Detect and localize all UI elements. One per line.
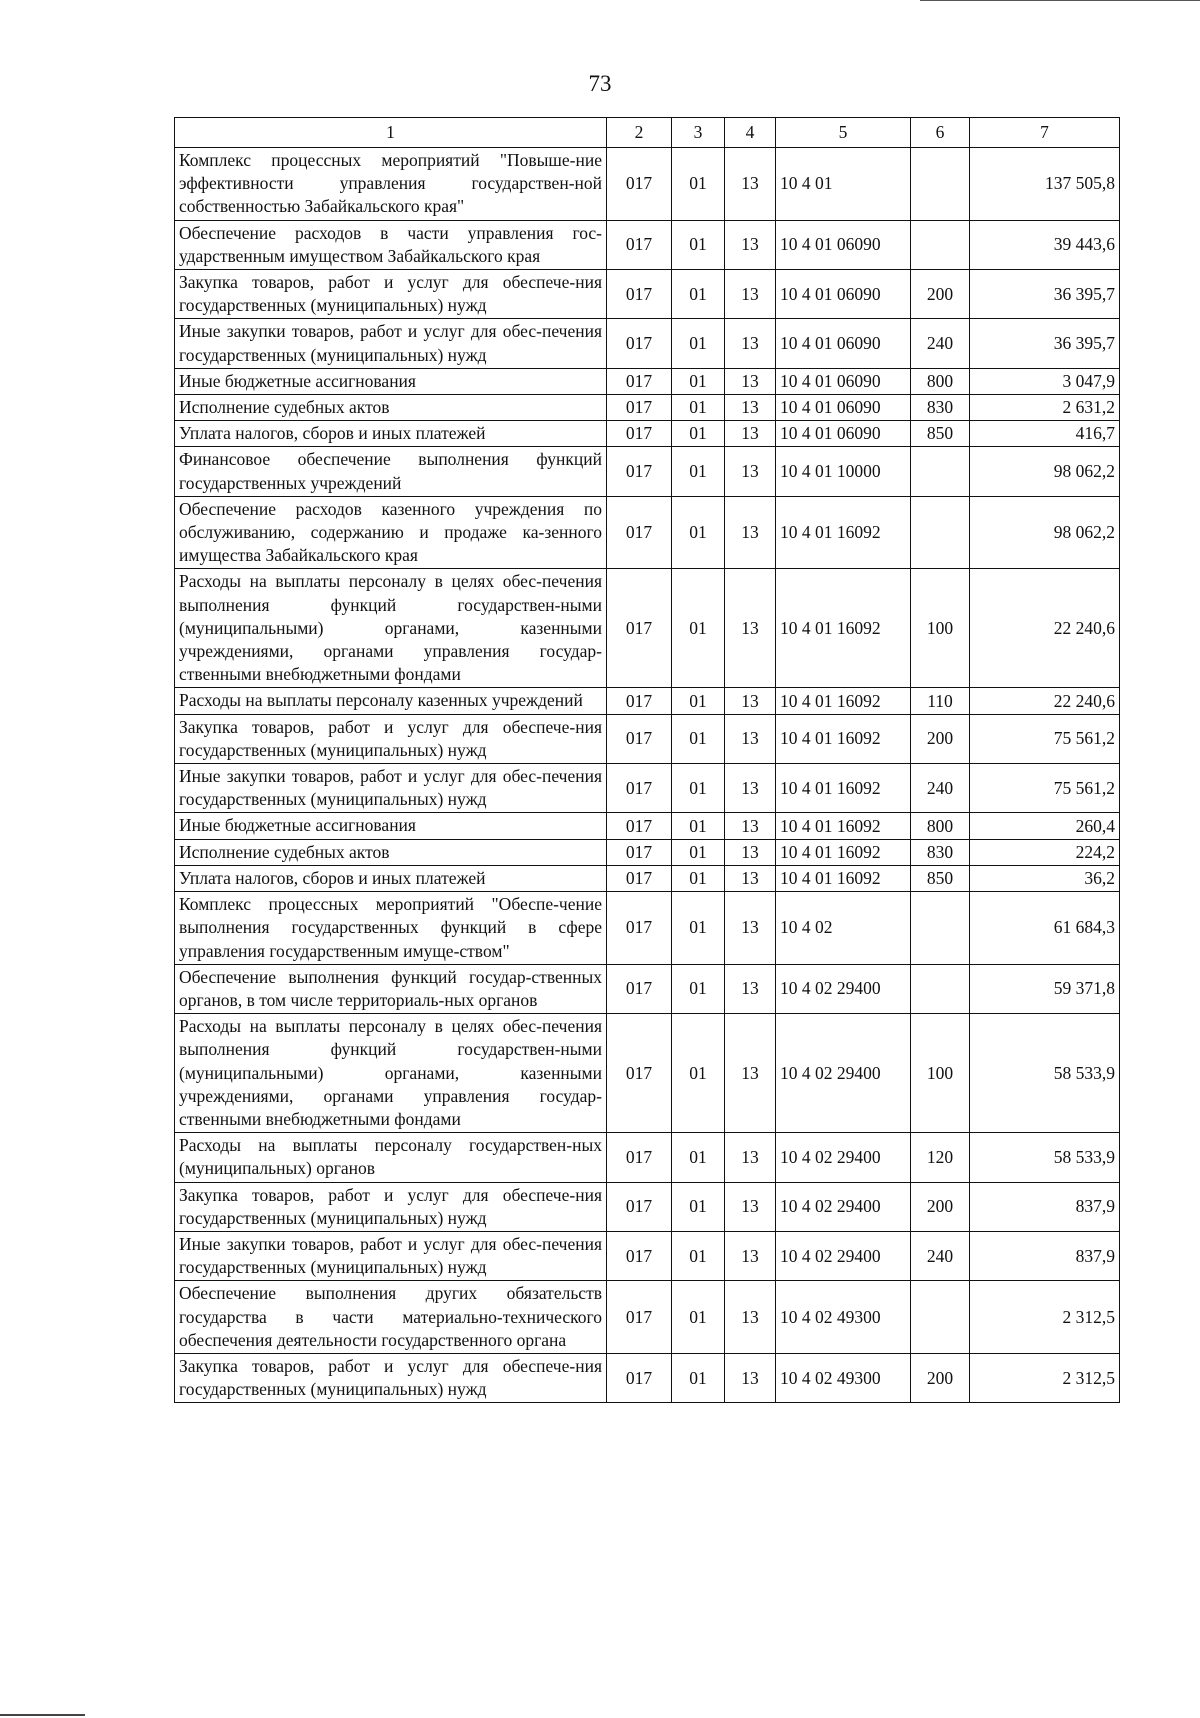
row-grbs-cell: 017 [607, 892, 672, 965]
row-target-article-cell: 10 4 01 16092 [776, 714, 911, 763]
row-name-cell: Комплекс процессных мероприятий "Обеспе-чение выполнения государственных функций в сфере управления государственным имуще-ством" [175, 892, 607, 965]
row-amount-cell: 3 047,9 [970, 368, 1120, 394]
row-grbs-cell: 017 [607, 1281, 672, 1354]
table-header [175, 118, 1120, 148]
row-expense-type-cell [911, 148, 970, 221]
table-row [175, 714, 1120, 763]
table-row [175, 865, 1120, 891]
row-amount-cell: 75 561,2 [970, 764, 1120, 813]
row-expense-type-cell: 200 [911, 714, 970, 763]
table-row [175, 496, 1120, 569]
row-expense-type-cell: 100 [911, 1014, 970, 1133]
table-row [175, 220, 1120, 269]
header-col-2: 2 [607, 118, 672, 148]
row-amount-cell: 22 240,6 [970, 569, 1120, 688]
row-target-article-cell: 10 4 01 06090 [776, 421, 911, 447]
row-target-article-cell: 10 4 02 49300 [776, 1353, 911, 1402]
row-target-article-cell: 10 4 01 16092 [776, 764, 911, 813]
table-row [175, 270, 1120, 319]
row-name-cell: Иные бюджетные ассигнования [175, 813, 607, 839]
row-expense-type-cell: 110 [911, 688, 970, 714]
row-subsection-cell: 13 [725, 421, 776, 447]
row-name-cell: Обеспечение выполнения функций государ-ственных органов, в том числе территориаль-ных органов [175, 964, 607, 1013]
row-section-cell: 01 [672, 270, 725, 319]
row-name-cell: Исполнение судебных актов [175, 395, 607, 421]
row-subsection-cell: 13 [725, 764, 776, 813]
row-subsection-cell: 13 [725, 964, 776, 1013]
table-row [175, 395, 1120, 421]
row-subsection-cell: 13 [725, 270, 776, 319]
row-target-article-cell: 10 4 01 06090 [776, 220, 911, 269]
row-expense-type-cell: 850 [911, 865, 970, 891]
row-amount-cell: 22 240,6 [970, 688, 1120, 714]
row-section-cell: 01 [672, 421, 725, 447]
row-target-article-cell: 10 4 02 29400 [776, 1231, 911, 1280]
row-name-cell: Закупка товаров, работ и услуг для обеспече-ния государственных (муниципальных) нужд [175, 714, 607, 763]
row-grbs-cell: 017 [607, 447, 672, 496]
row-grbs-cell: 017 [607, 496, 672, 569]
table-body [175, 148, 1120, 1403]
table-row [175, 813, 1120, 839]
row-expense-type-cell [911, 220, 970, 269]
row-subsection-cell: 13 [725, 447, 776, 496]
row-section-cell: 01 [672, 813, 725, 839]
table-row [175, 1014, 1120, 1133]
row-subsection-cell: 13 [725, 714, 776, 763]
row-section-cell: 01 [672, 368, 725, 394]
row-name-cell: Иные бюджетные ассигнования [175, 368, 607, 394]
row-amount-cell: 58 533,9 [970, 1014, 1120, 1133]
row-subsection-cell: 13 [725, 865, 776, 891]
row-name-cell: Закупка товаров, работ и услуг для обеспече-ния государственных (муниципальных) нужд [175, 270, 607, 319]
row-name-cell: Уплата налогов, сборов и иных платежей [175, 865, 607, 891]
row-subsection-cell: 13 [725, 1133, 776, 1182]
row-expense-type-cell: 200 [911, 270, 970, 319]
row-section-cell: 01 [672, 764, 725, 813]
row-target-article-cell: 10 4 01 16092 [776, 688, 911, 714]
row-amount-cell: 98 062,2 [970, 496, 1120, 569]
header-col-6: 6 [911, 118, 970, 148]
row-target-article-cell: 10 4 01 06090 [776, 319, 911, 368]
row-expense-type-cell: 830 [911, 839, 970, 865]
row-amount-cell: 416,7 [970, 421, 1120, 447]
row-subsection-cell: 13 [725, 395, 776, 421]
row-grbs-cell: 017 [607, 368, 672, 394]
row-subsection-cell: 13 [725, 1353, 776, 1402]
page-number: 73 [588, 71, 612, 96]
row-section-cell: 01 [672, 964, 725, 1013]
row-section-cell: 01 [672, 1231, 725, 1280]
row-section-cell: 01 [672, 447, 725, 496]
table-row [175, 764, 1120, 813]
row-subsection-cell: 13 [725, 319, 776, 368]
row-name-cell: Расходы на выплаты персоналу в целях обес-печения выполнения функций государствен-ными (муниципальными) органами, казенными учреждениями, органами управления государ-ственными внебюджетными фондами [175, 1014, 607, 1133]
row-amount-cell: 58 533,9 [970, 1133, 1120, 1182]
row-expense-type-cell: 830 [911, 395, 970, 421]
row-grbs-cell: 017 [607, 220, 672, 269]
row-target-article-cell: 10 4 02 29400 [776, 1133, 911, 1182]
row-name-cell: Обеспечение выполнения других обязательств государства в части материально-технического обеспечения деятельности государственного органа [175, 1281, 607, 1354]
row-grbs-cell: 017 [607, 148, 672, 221]
row-grbs-cell: 017 [607, 319, 672, 368]
row-section-cell: 01 [672, 688, 725, 714]
row-section-cell: 01 [672, 714, 725, 763]
top-edge-rule [920, 0, 1200, 1]
row-section-cell: 01 [672, 220, 725, 269]
row-subsection-cell: 13 [725, 148, 776, 221]
row-subsection-cell: 13 [725, 839, 776, 865]
row-target-article-cell: 10 4 01 16092 [776, 813, 911, 839]
row-subsection-cell: 13 [725, 1281, 776, 1354]
row-section-cell: 01 [672, 892, 725, 965]
row-amount-cell: 59 371,8 [970, 964, 1120, 1013]
row-grbs-cell: 017 [607, 1133, 672, 1182]
row-target-article-cell: 10 4 01 16092 [776, 496, 911, 569]
row-grbs-cell: 017 [607, 1182, 672, 1231]
row-amount-cell: 137 505,8 [970, 148, 1120, 221]
table-row [175, 839, 1120, 865]
row-grbs-cell: 017 [607, 270, 672, 319]
row-subsection-cell: 13 [725, 892, 776, 965]
table-row [175, 1231, 1120, 1280]
row-amount-cell: 2 312,5 [970, 1353, 1120, 1402]
row-expense-type-cell [911, 496, 970, 569]
row-expense-type-cell: 240 [911, 1231, 970, 1280]
row-name-cell: Иные закупки товаров, работ и услуг для обес-печения государственных (муниципальных) нужд [175, 764, 607, 813]
header-row [175, 118, 1120, 148]
row-target-article-cell: 10 4 02 49300 [776, 1281, 911, 1354]
row-subsection-cell: 13 [725, 496, 776, 569]
row-grbs-cell: 017 [607, 764, 672, 813]
row-grbs-cell: 017 [607, 1231, 672, 1280]
row-grbs-cell: 017 [607, 1353, 672, 1402]
row-expense-type-cell: 800 [911, 813, 970, 839]
row-grbs-cell: 017 [607, 839, 672, 865]
row-name-cell: Расходы на выплаты персоналу государствен-ных (муниципальных) органов [175, 1133, 607, 1182]
row-grbs-cell: 017 [607, 964, 672, 1013]
row-subsection-cell: 13 [725, 813, 776, 839]
table-row [175, 1133, 1120, 1182]
row-target-article-cell: 10 4 02 [776, 892, 911, 965]
row-subsection-cell: 13 [725, 220, 776, 269]
row-amount-cell: 260,4 [970, 813, 1120, 839]
row-grbs-cell: 017 [607, 714, 672, 763]
row-expense-type-cell [911, 892, 970, 965]
row-subsection-cell: 13 [725, 1014, 776, 1133]
row-amount-cell: 61 684,3 [970, 892, 1120, 965]
row-section-cell: 01 [672, 1014, 725, 1133]
table-row [175, 421, 1120, 447]
row-amount-cell: 837,9 [970, 1231, 1120, 1280]
row-expense-type-cell: 850 [911, 421, 970, 447]
row-name-cell: Закупка товаров, работ и услуг для обеспече-ния государственных (муниципальных) нужд [175, 1353, 607, 1402]
budget-table [174, 117, 1120, 1403]
table-row [175, 964, 1120, 1013]
row-section-cell: 01 [672, 839, 725, 865]
row-amount-cell: 2 312,5 [970, 1281, 1120, 1354]
row-target-article-cell: 10 4 01 16092 [776, 569, 911, 688]
row-expense-type-cell: 240 [911, 319, 970, 368]
row-section-cell: 01 [672, 1281, 725, 1354]
row-name-cell: Комплекс процессных мероприятий "Повыше-ние эффективности управления государствен-ной собственностью Забайкальского края" [175, 148, 607, 221]
header-col-3: 3 [672, 118, 725, 148]
row-target-article-cell: 10 4 02 29400 [776, 1014, 911, 1133]
bottom-edge-mark [0, 1714, 85, 1716]
table-row [175, 1353, 1120, 1402]
header-col-1: 1 [175, 118, 607, 148]
row-expense-type-cell: 800 [911, 368, 970, 394]
table-row [175, 1281, 1120, 1354]
row-subsection-cell: 13 [725, 1182, 776, 1231]
row-expense-type-cell [911, 447, 970, 496]
row-target-article-cell: 10 4 01 16092 [776, 865, 911, 891]
header-col-4: 4 [725, 118, 776, 148]
row-amount-cell: 75 561,2 [970, 714, 1120, 763]
row-name-cell: Финансовое обеспечение выполнения функций государственных учреждений [175, 447, 607, 496]
row-section-cell: 01 [672, 1182, 725, 1231]
row-section-cell: 01 [672, 1353, 725, 1402]
row-amount-cell: 36,2 [970, 865, 1120, 891]
row-subsection-cell: 13 [725, 1231, 776, 1280]
row-target-article-cell: 10 4 01 16092 [776, 839, 911, 865]
row-expense-type-cell: 200 [911, 1182, 970, 1231]
row-section-cell: 01 [672, 1133, 725, 1182]
row-grbs-cell: 017 [607, 569, 672, 688]
row-amount-cell: 36 395,7 [970, 319, 1120, 368]
row-name-cell: Иные закупки товаров, работ и услуг для обес-печения государственных (муниципальных) нужд [175, 1231, 607, 1280]
row-section-cell: 01 [672, 319, 725, 368]
row-amount-cell: 837,9 [970, 1182, 1120, 1231]
header-col-5: 5 [776, 118, 911, 148]
row-section-cell: 01 [672, 865, 725, 891]
row-name-cell: Обеспечение расходов в части управления гос-ударственным имуществом Забайкальского края [175, 220, 607, 269]
row-grbs-cell: 017 [607, 813, 672, 839]
table-row [175, 688, 1120, 714]
row-target-article-cell: 10 4 02 29400 [776, 964, 911, 1013]
row-section-cell: 01 [672, 148, 725, 221]
row-grbs-cell: 017 [607, 395, 672, 421]
row-target-article-cell: 10 4 02 29400 [776, 1182, 911, 1231]
table-row [175, 447, 1120, 496]
row-name-cell: Иные закупки товаров, работ и услуг для обес-печения государственных (муниципальных) нужд [175, 319, 607, 368]
row-subsection-cell: 13 [725, 688, 776, 714]
row-expense-type-cell: 200 [911, 1353, 970, 1402]
row-expense-type-cell: 100 [911, 569, 970, 688]
row-name-cell: Обеспечение расходов казенного учреждения по обслуживанию, содержанию и продаже ка-зенного имущества Забайкальского края [175, 496, 607, 569]
row-name-cell: Закупка товаров, работ и услуг для обеспече-ния государственных (муниципальных) нужд [175, 1182, 607, 1231]
row-grbs-cell: 017 [607, 688, 672, 714]
row-expense-type-cell: 240 [911, 764, 970, 813]
row-name-cell: Расходы на выплаты персоналу в целях обес-печения выполнения функций государствен-ными (муниципальными) органами, казенными учреждениями, органами управления государ-ственными внебюджетными фондами [175, 569, 607, 688]
row-target-article-cell: 10 4 01 06090 [776, 368, 911, 394]
row-target-article-cell: 10 4 01 [776, 148, 911, 221]
row-subsection-cell: 13 [725, 569, 776, 688]
table-row [175, 892, 1120, 965]
row-name-cell: Исполнение судебных актов [175, 839, 607, 865]
row-expense-type-cell: 120 [911, 1133, 970, 1182]
table-row [175, 569, 1120, 688]
row-target-article-cell: 10 4 01 06090 [776, 395, 911, 421]
row-name-cell: Уплата налогов, сборов и иных платежей [175, 421, 607, 447]
row-grbs-cell: 017 [607, 1014, 672, 1133]
row-name-cell: Расходы на выплаты персоналу казенных учреждений [175, 688, 607, 714]
table-row [175, 1182, 1120, 1231]
row-expense-type-cell [911, 1281, 970, 1354]
table-row [175, 368, 1120, 394]
row-amount-cell: 98 062,2 [970, 447, 1120, 496]
row-expense-type-cell [911, 964, 970, 1013]
row-subsection-cell: 13 [725, 368, 776, 394]
row-amount-cell: 36 395,7 [970, 270, 1120, 319]
row-grbs-cell: 017 [607, 421, 672, 447]
row-amount-cell: 224,2 [970, 839, 1120, 865]
row-section-cell: 01 [672, 395, 725, 421]
row-amount-cell: 2 631,2 [970, 395, 1120, 421]
row-target-article-cell: 10 4 01 10000 [776, 447, 911, 496]
row-target-article-cell: 10 4 01 06090 [776, 270, 911, 319]
header-col-7: 7 [970, 118, 1120, 148]
table-row [175, 148, 1120, 221]
row-section-cell: 01 [672, 569, 725, 688]
row-grbs-cell: 017 [607, 865, 672, 891]
table-row [175, 319, 1120, 368]
row-section-cell: 01 [672, 496, 725, 569]
row-amount-cell: 39 443,6 [970, 220, 1120, 269]
